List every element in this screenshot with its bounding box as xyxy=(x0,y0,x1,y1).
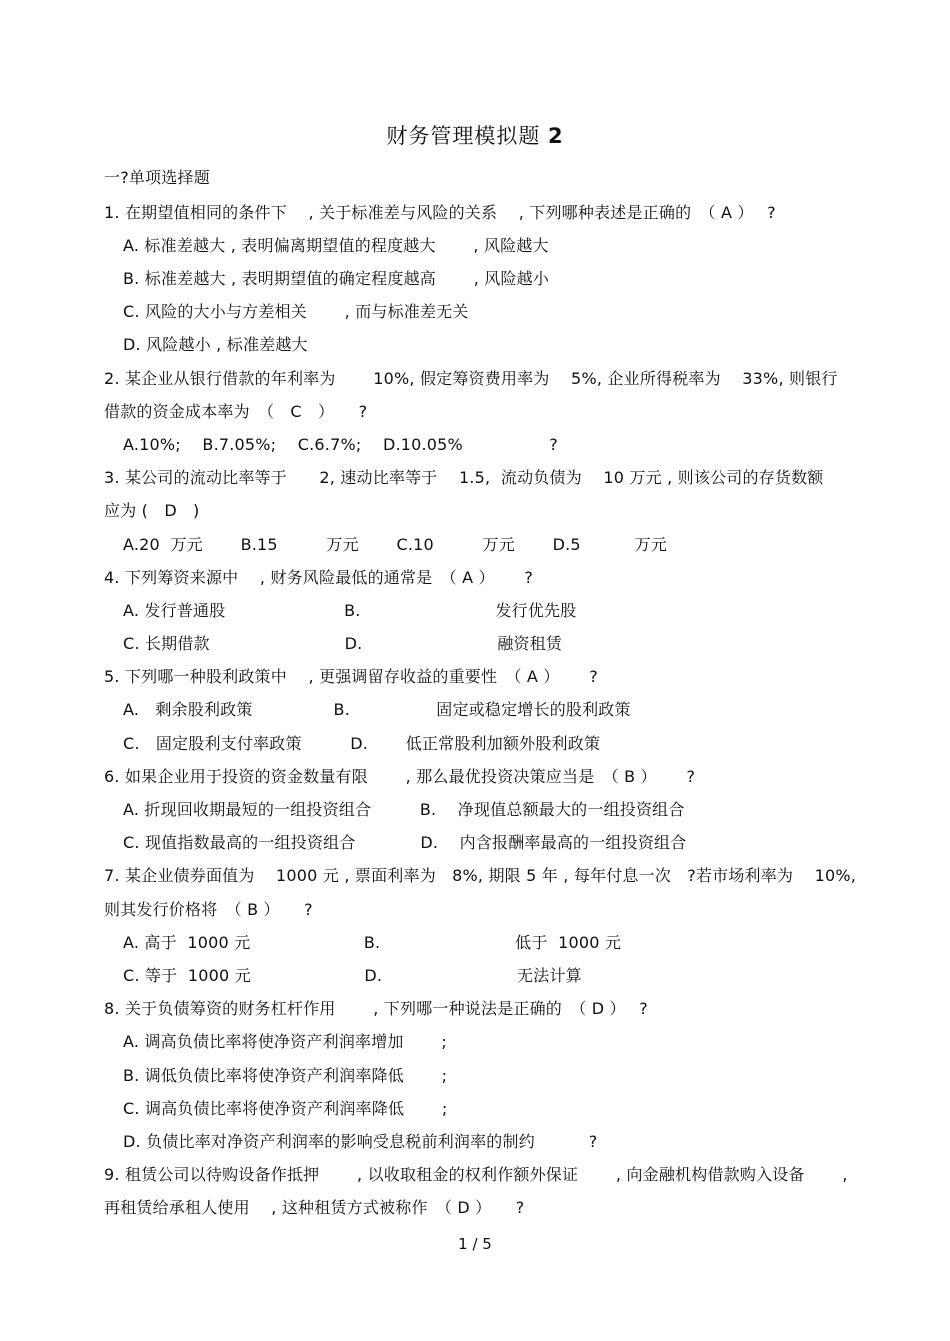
question-4-options-ab: A. 发行普通股 B. 发行优先股 xyxy=(123,601,577,620)
question-6-options-ab: A. 折现回收期最短的一组投资组合 B. 净现值总额最大的一组投资组合 xyxy=(123,800,685,819)
question-1-option-a: A. 标准差越大 , 表明偏离期望值的程度越大 , 风险越大 xyxy=(123,236,549,255)
question-4-stem: 4. 下列筹资来源中 , 财务风险最低的通常是 （ A ） ? xyxy=(104,568,534,587)
question-8-option-c: C. 调高负债比率将使净资产利润率降低 ; xyxy=(123,1099,448,1118)
question-9-stem-cont: 再租赁给承租人使用 , 这种租赁方式被称作 （ D ） ? xyxy=(104,1198,525,1217)
question-7-stem-cont: 则其发行价格将 （ B ） ? xyxy=(104,900,313,919)
question-8-stem: 8. 关于负债筹资的财务杠杆作用 , 下列哪一种说法是正确的 （ D ） ? xyxy=(104,999,648,1018)
question-5-stem: 5. 下列哪一种股利政策中 , 更强调留存收益的重要性 （ A ） ? xyxy=(104,667,598,686)
question-5-options-ab: A. 剩余股利政策 B. 固定或稳定增长的股利政策 xyxy=(123,700,631,719)
question-1-stem: 1. 在期望值相同的条件下 , 关于标准差与风险的关系 , 下列哪种表述是正确的 （ A ） ? xyxy=(104,203,776,222)
question-3-options: A.20 万元 B.15 万元 C.10 万元 D.5 万元 xyxy=(123,535,668,554)
question-6-options-cd: C. 现值指数最高的一组投资组合 D. 内含报酬率最高的一组投资组合 xyxy=(123,833,687,852)
question-2-stem: 2. 某企业从银行借款的年利率为 10%, 假定筹资费用率为 5%, 企业所得税率为 33%, 则银行 xyxy=(104,369,838,388)
question-8-option-d: D. 负债比率对净资产利润率的影响受息税前利润率的制约 ? xyxy=(123,1132,598,1151)
question-3-stem-cont: 应为 ( D ) xyxy=(104,501,200,520)
question-5-options-cd: C. 固定股利支付率政策 D. 低正常股利加额外股利政策 xyxy=(123,734,601,753)
title-number: 2 xyxy=(548,124,564,148)
question-4-options-cd: C. 长期借款 D. 融资租赁 xyxy=(123,634,563,653)
question-8-option-a: A. 调高负债比率将使净资产利润率增加 ; xyxy=(123,1032,447,1051)
question-6-stem: 6. 如果企业用于投资的资金数量有限 , 那么最优投资决策应当是 （ B ） ? xyxy=(104,767,696,786)
question-7-stem: 7. 某企业债券面值为 1000 元 , 票面利率为 8%, 期限 5 年 , 每年付息一次 ?若市场利率为 10%, xyxy=(104,866,857,885)
title-text: 财务管理模拟题 xyxy=(386,124,541,148)
question-7-options-cd: C. 等于 1000 元 D. 无法计算 xyxy=(123,966,582,985)
question-7-options-ab: A. 高于 1000 元 B. 低于 1000 元 xyxy=(123,933,622,952)
question-3-stem: 3. 某公司的流动比率等于 2, 速动比率等于 1.5, 流动负债为 10 万元 , 则该公司的存货数额 xyxy=(104,468,824,487)
question-2-options: A.10%; B.7.05%; C.6.7%; D.10.05% ? xyxy=(123,435,558,454)
question-9-stem: 9. 租赁公司以待购设备作抵押 , 以收取租金的权利作额外保证 , 向金融机构借款购入设备 , xyxy=(104,1165,848,1184)
question-2-stem-cont: 借款的资金成本率为 （ C ） ? xyxy=(104,402,368,421)
question-8-option-b: B. 调低负债比率将使净资产利润率降低 ; xyxy=(123,1066,448,1085)
page-title xyxy=(0,122,950,150)
question-1-option-b: B. 标准差越大 , 表明期望值的确定程度越高 , 风险越小 xyxy=(123,269,550,288)
question-1-option-c: C. 风险的大小与方差相关 , 而与标准差无关 xyxy=(123,302,469,321)
page-number: 1 / 5 xyxy=(458,1235,492,1253)
question-1-option-d: D. 风险越小 , 标准差越大 xyxy=(123,335,308,354)
section-heading: 一?单项选择题 xyxy=(104,168,210,187)
